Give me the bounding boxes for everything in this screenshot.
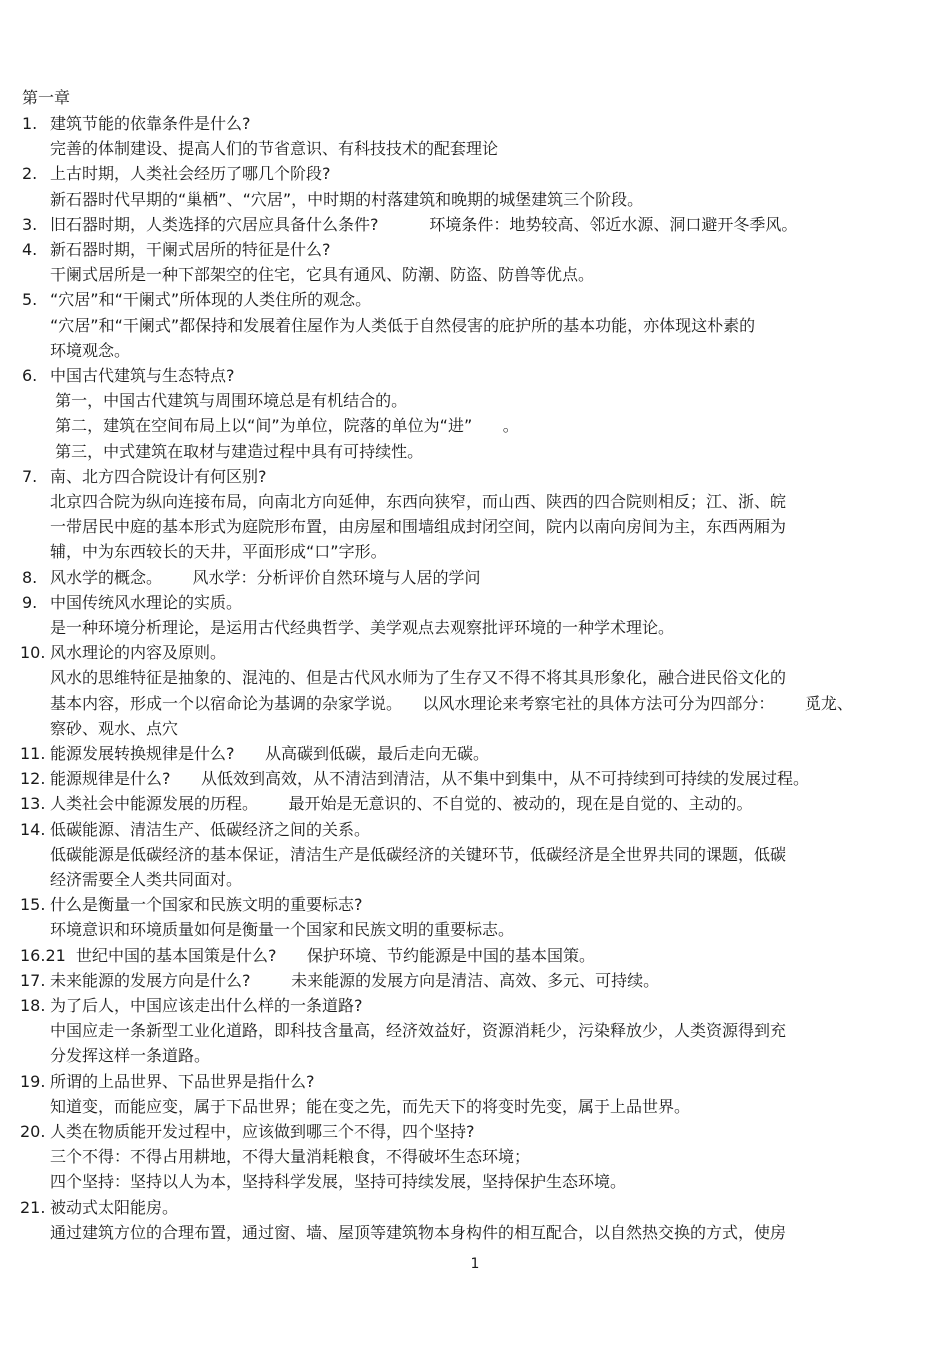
- item-number: 20.: [20, 1122, 46, 1141]
- item-question: 风水学的概念。 风水学：分析评价自然环境与人居的学问: [50, 567, 481, 587]
- item-answer: 环境意识和环境质量如何是衡量一个国家和民族文明的重要标志。: [50, 920, 515, 940]
- chapter-heading: 第一章: [22, 88, 71, 107]
- item-question: 人类社会中能源发展的历程。 最开始是无意识的、不自觉的、被动的，现在是自觉的、主动的。: [50, 794, 753, 814]
- item-answer: 通过建筑方位的合理布置，通过窗、墙、屋顶等建筑物本身构件的相互配合，以自然热交换的方式，使房: [50, 1222, 787, 1242]
- item-answer: 第三，中式建筑在取材与建造过程中具有可持续性。: [50, 441, 424, 461]
- item-question: 新石器时期，干阑式居所的特征是什么?: [50, 240, 331, 259]
- item-answer: 第二，建筑在空间布局上以“间”为单位，院落的单位为“进” 。: [50, 416, 519, 436]
- item-question: 南、北方四合院设计有何区别?: [50, 466, 267, 486]
- page-number: 1: [470, 1256, 480, 1272]
- item-question: 能源规律是什么? 从低效到高效，从不清洁到清洁，从不集中到集中，从不可持续到可持续的发展过程。: [50, 769, 810, 789]
- item-question: 低碳能源、清洁生产、低碳经济之间的关系。: [50, 819, 371, 839]
- item-answer: 辅，中为东西较长的天井，平面形成“口”字形。: [50, 542, 387, 562]
- item-number: 13.: [20, 794, 46, 814]
- item-question: 人类在物质能开发过程中，应该做到哪三个不得，四个坚持?: [50, 1122, 475, 1141]
- item-answer: 基本内容，形成一个以宿命论为基调的杂家学说。 以风水理论来考察宅社的具体方法可分为四部分： 觅龙、: [50, 693, 853, 713]
- item-number: 8.: [22, 567, 38, 587]
- item-question: 风水理论的内容及原则。: [50, 643, 227, 663]
- item-answer: 第一，中国古代建筑与周围环境总是有机结合的。: [50, 391, 408, 411]
- item-answer: 北京四合院为纵向连接布局，向南北方向延伸，东西向狭窄，而山西、陕西的四合院则相反；江、浙、皖: [50, 492, 787, 511]
- item-number: 10.: [20, 643, 46, 663]
- item-answer: 风水的思维特征是抽象的、混沌的、但是古代风水师为了生存又不得不将其具形象化，融合进民俗文化的: [50, 668, 787, 688]
- item-answer: 新石器时代早期的“巢栖”、“穴居”，中时期的村落建筑和晚期的城堡建筑三个阶段。: [50, 189, 644, 209]
- item-answer: 一带居民中庭的基本形式为庭院形布置，由房屋和围墙组成封闭空间，院内以南向房间为主，东西两厢为: [50, 517, 787, 537]
- item-answer: 是一种环境分析理论，是运用古代经典哲学、美学观点去观察批评环境的一种学术理论。: [50, 618, 675, 637]
- item-number: 7.: [22, 466, 38, 486]
- item-answer: 干阑式居所是一种下部架空的住宅，它具有通风、防潮、防盗、防兽等优点。: [50, 265, 595, 285]
- item-question: 旧石器时期，人类选择的穴居应具备什么条件? 环境条件：地势较高、邻近水源、洞口避开冬季风。: [50, 214, 798, 234]
- item-question: 为了后人，中国应该走出什么样的一条道路?: [50, 996, 363, 1015]
- item-question: 上古时期，人类社会经历了哪几个阶段?: [50, 164, 331, 184]
- item-answer: 知道变，而能应变，属于下品世界；能在变之先，而先天下的将变时先变，属于上品世界。: [50, 1096, 691, 1116]
- item-question: 建筑节能的依靠条件是什么?: [50, 114, 251, 133]
- item-number: 2.: [22, 164, 38, 184]
- item-question: 未来能源的发展方向是什么? 未来能源的发展方向是清洁、高效、多元、可持续。: [50, 970, 660, 990]
- item-question: 中国传统风水理论的实质。: [50, 592, 243, 612]
- item-number: 17.: [20, 970, 46, 990]
- item-answer: 环境观念。: [50, 340, 131, 360]
- item-answer: 中国应走一条新型工业化道路，即科技含量高，经济效益好，资源消耗少，污染释放少，人类资源得到充: [50, 1021, 787, 1041]
- item-answer: 低碳能源是低碳经济的基本保证，清洁生产是低碳经济的关键环节，低碳经济是全世界共同的课题，低碳: [50, 844, 787, 864]
- item-answer: 察砂、观水、点穴: [50, 718, 179, 738]
- item-answer: 四个坚持：坚持以人为本，坚持科学发展，坚持可持续发展，坚持保护生态环境。: [50, 1172, 627, 1192]
- item-answer: 三个不得：不得占用耕地，不得大量消耗粮食，不得破坏生态环境；: [50, 1147, 531, 1167]
- item-number: 5.: [22, 290, 38, 310]
- item-number: 21.: [20, 1197, 46, 1217]
- item-number: 11.: [20, 744, 46, 763]
- item-answer: 分发挥这样一条道路。: [50, 1046, 211, 1066]
- item-question: 被动式太阳能房。: [50, 1197, 179, 1217]
- item-number: 12.: [20, 769, 46, 789]
- item-question: 什么是衡量一个国家和民族文明的重要标志?: [50, 895, 363, 915]
- item-number: 15.: [20, 895, 46, 915]
- item-number: 3.: [22, 214, 38, 234]
- item-question: “穴居”和“干阑式”所体现的人类住所的观念。: [50, 290, 372, 310]
- item-number: 6.: [22, 366, 38, 385]
- item-question: 所谓的上品世界、下品世界是指什么?: [50, 1071, 315, 1091]
- item-question: 能源发展转换规律是什么? 从高碳到低碳，最后走向无碳。: [50, 744, 490, 763]
- item-number: 4.: [22, 240, 38, 259]
- item-question: 世纪中国的基本国策是什么? 保护环境、节约能源是中国的基本国策。: [76, 945, 596, 965]
- item-answer: 完善的体制建设、提高人们的节省意识、有科技技术的配套理论: [50, 139, 499, 159]
- item-number: 19.: [20, 1071, 46, 1091]
- item-number: 16.21: [20, 945, 66, 965]
- item-answer: “穴居”和“干阑式”都保持和发展着住屋作为人类低于自然侵害的庇护所的基本功能，亦体现这朴素的: [50, 315, 756, 335]
- item-number: 18.: [20, 996, 46, 1015]
- item-number: 14.: [20, 819, 46, 839]
- item-answer: 经济需要全人类共同面对。: [50, 870, 243, 889]
- item-number: 1.: [22, 114, 38, 133]
- item-number: 9.: [22, 592, 38, 612]
- item-question: 中国古代建筑与生态特点?: [50, 366, 235, 385]
